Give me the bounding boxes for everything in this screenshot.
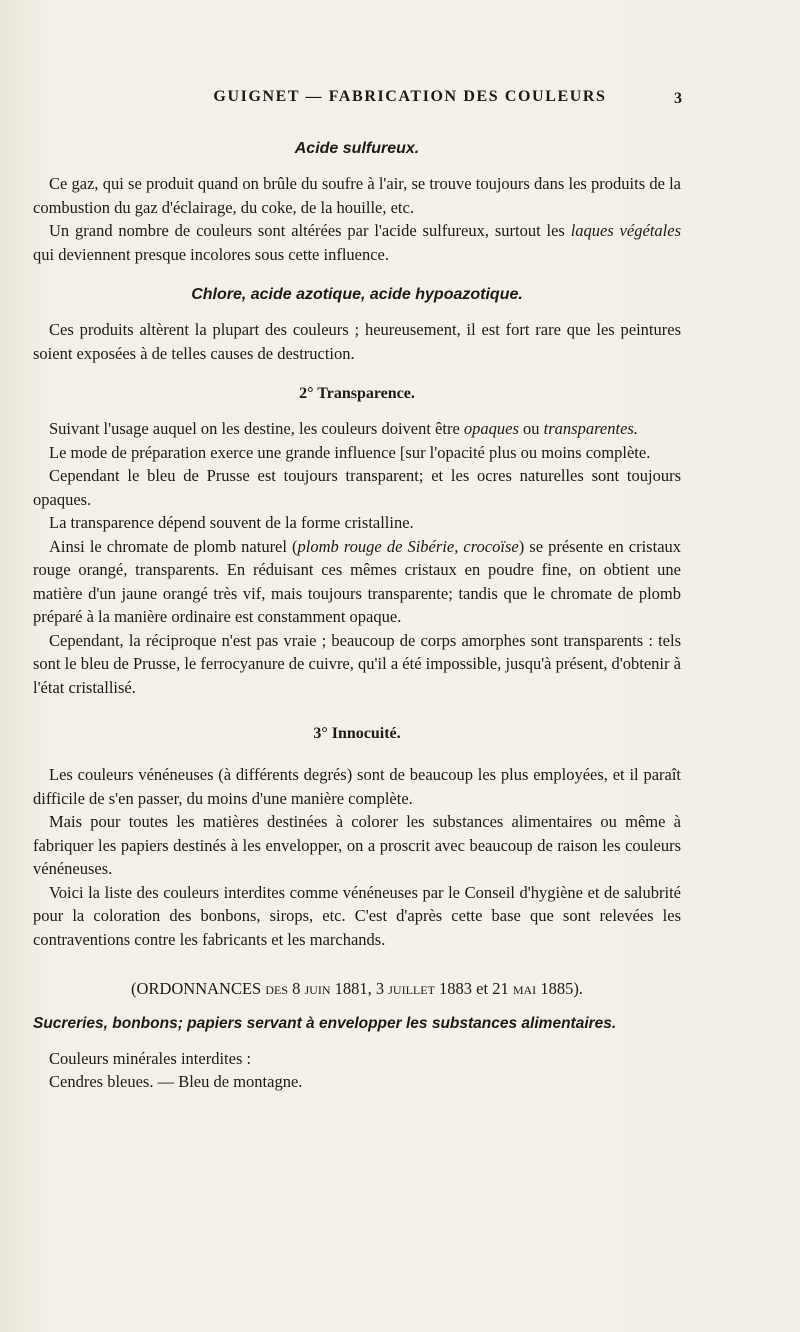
- paragraph: [33, 219, 681, 266]
- heading-chlore: Chlore, acide azotique, acide hypoazotique.: [191, 286, 523, 303]
- subheading-sucreries: Sucreries, bonbons; papiers servant à envelopper les substances alimentaires.: [33, 1014, 617, 1032]
- text-run: (ORDONNANCES: [131, 979, 262, 998]
- paragraph: Cependant le bleu de Prusse est toujours transparent; et les ocres naturelles sont toujours opaques.: [33, 466, 681, 509]
- paragraph: Le mode de préparation exerce une grande influence [sur l'opacité plus ou moins complète.: [49, 442, 651, 462]
- paragraph: Cendres bleues. — Bleu de montagne.: [49, 1072, 303, 1091]
- text-run: Suivant l'usage auquel on les destine, les couleurs doivent être: [49, 419, 464, 438]
- paragraph: Cependant, la réciproque n'est pas vraie ; beaucoup de corps amorphes sont transparents : tels sont le bleu de Prusse, le ferrocyanure de cuivre, qu'il a été impossible, jusqu'à présent, d'obtenir à l'état cristallisé.: [33, 630, 681, 697]
- paragraph: Mais pour toutes les matières destinées à colorer les substances alimentaires ou même à fabriquer les papiers destinés à les envelopper, on a proscrit avec beaucoup de raison les couleurs vénéneuses.: [33, 812, 681, 878]
- emphasis: plomb rouge de Sibérie, crocoïse: [297, 536, 519, 556]
- text-run: mai: [512, 979, 537, 998]
- text-run: 8: [292, 979, 301, 998]
- paragraph: Les couleurs vénéneuses (à différents degrés) sont de beaucoup les plus employées, et il paraît difficile de s'en passer, du moins d'une manière complète.: [33, 765, 681, 808]
- text-run: des: [265, 979, 289, 998]
- paragraph: Couleurs minérales interdites :: [49, 1048, 252, 1068]
- text-run: 3: [375, 979, 385, 998]
- text-run: qui deviennent presque incolores sous cette influence.: [33, 244, 390, 264]
- heading-innocuite: 3° Innocuité.: [313, 725, 401, 742]
- page-number: 3: [674, 90, 682, 107]
- text-run: 1885).: [540, 979, 583, 998]
- paragraph: Ce gaz, qui se produit quand on brûle du soufre à l'air, se trouve toujours dans les produits de la combustion du gaz d'éclairage, du coke, de la houille, etc.: [33, 174, 681, 217]
- emphasis: opaques: [463, 419, 519, 438]
- text-run: juillet: [388, 979, 435, 998]
- text-run: 1883 et 21: [439, 979, 509, 998]
- text-run: 1881,: [334, 979, 372, 998]
- paragraph: Voici la liste des couleurs interdites comme vénéneuses par le Conseil d'hygiène et de salubrité pour la coloration des bonbons, sirops, etc. C'est d'après cette base que sont relevées les contraventions contre les fabricants et les marchands.: [33, 882, 681, 949]
- text-run: ou: [518, 419, 544, 438]
- emphasis: transparentes.: [543, 419, 638, 438]
- ordonnances-line: [33, 977, 681, 1001]
- paragraph: Ces produits altèrent la plupart des couleurs ; heureusement, il est fort rare que les peintures soient exposées à de telles causes de destruction.: [33, 320, 681, 363]
- text-run: ) se présente en cristaux rouge orangé, transparents. En réduisant ces mêmes cristaux en poudre fine, on obtient une matière d'un jaune orangé très vif, mais toujours transparente; tandis que le chromate de plomb préparé à la manière ordinaire est constamment opaque.: [33, 536, 682, 626]
- page-body: [33, 140, 681, 1094]
- text-run: Un grand nombre de couleurs sont altérées par l'acide sulfureux, surtout les: [49, 221, 571, 240]
- running-header: GUIGNET — FABRICATION DES COULEURS: [213, 88, 607, 105]
- emphasis: laques végétales: [570, 221, 681, 240]
- paragraph: [33, 417, 681, 441]
- heading-transparence: 2° Transparence.: [299, 385, 415, 402]
- paragraph: [33, 535, 681, 629]
- text-run: Ainsi le chromate de plomb naturel (: [49, 536, 298, 556]
- text-run: juin: [304, 979, 331, 998]
- paragraph: La transparence dépend souvent de la forme cristalline.: [49, 513, 414, 532]
- heading-acide-sulfureux: Acide sulfureux.: [294, 140, 420, 157]
